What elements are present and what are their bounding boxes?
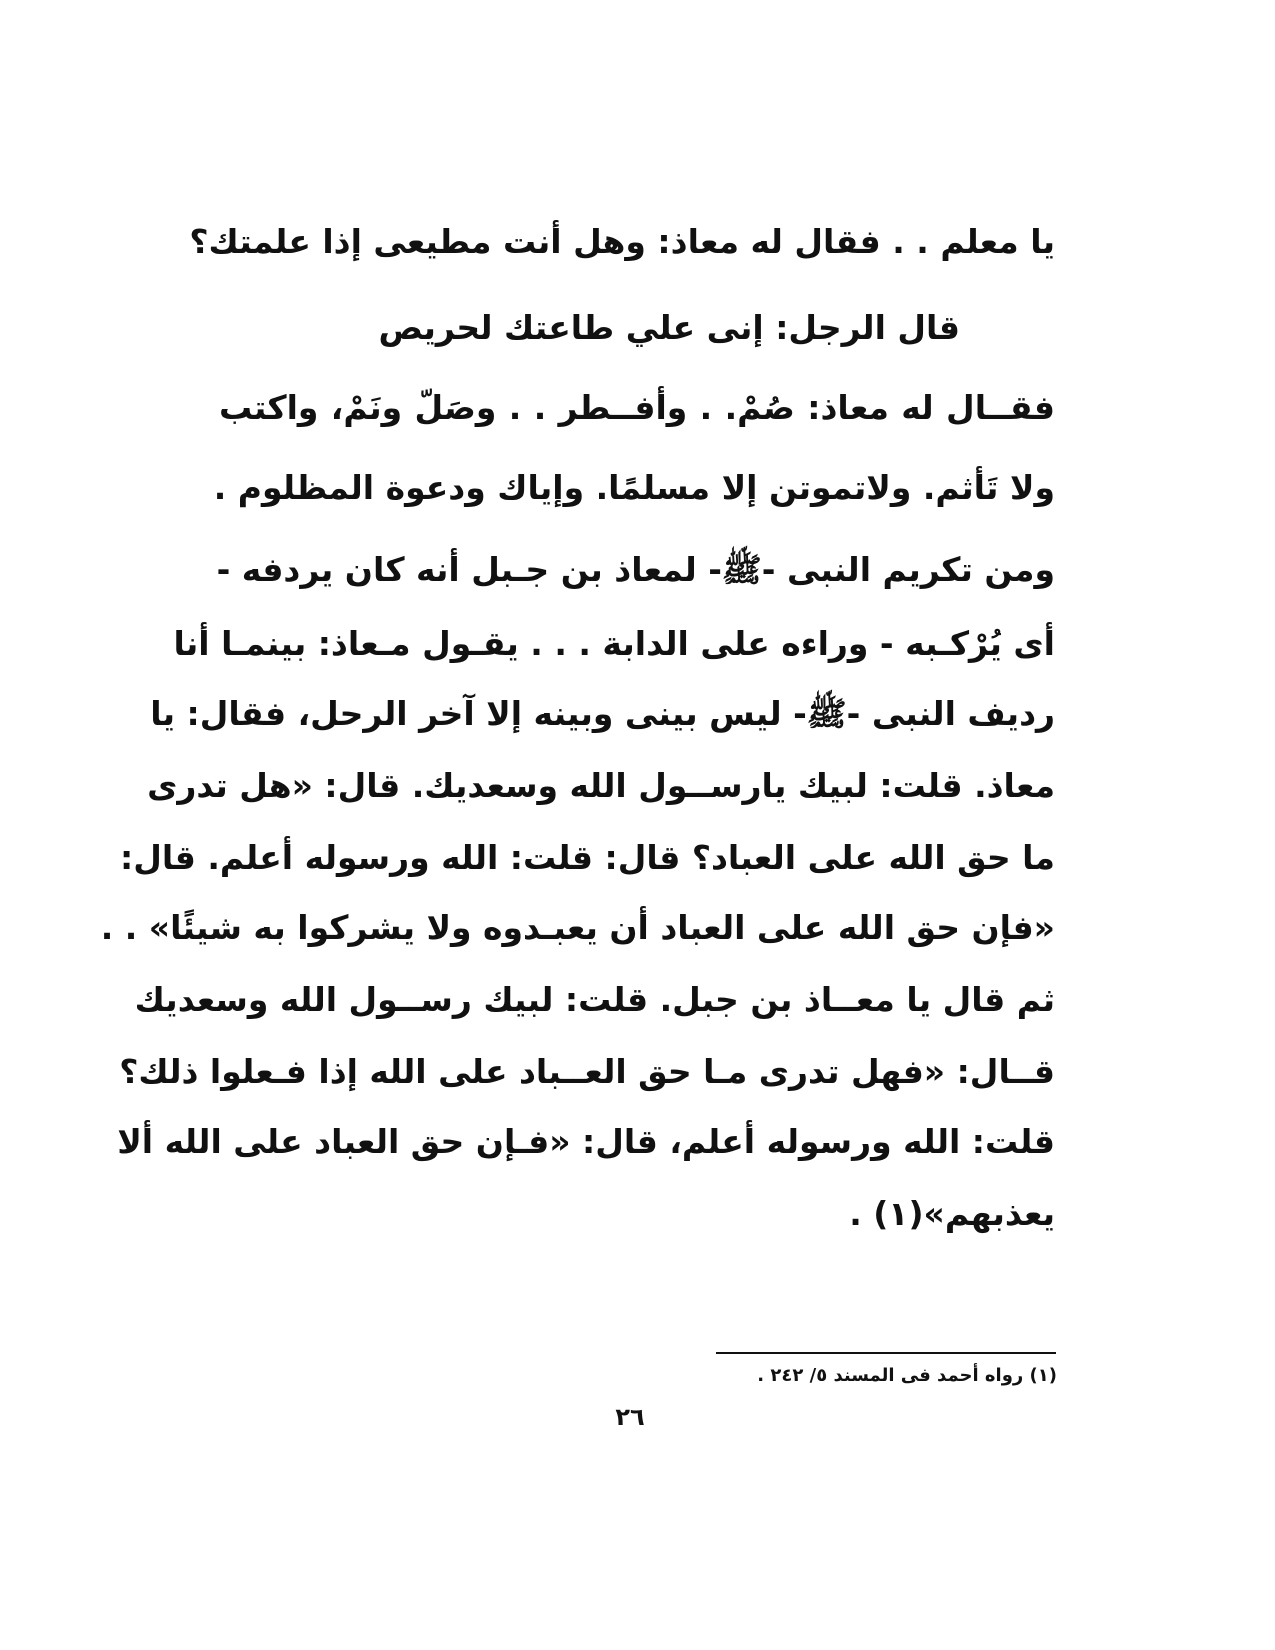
body-line-5: ومن تكريم النبى -ﷺ- لمعاذ بن جـبل أنه كان يردفه - xyxy=(216,550,1055,589)
body-line-2: قال الرجل: إنى علي طاعتك لحريص xyxy=(378,308,960,347)
body-line-3: فقــال له معاذ: صُمْ. . وأفــطر . . وصَلّ ونَمْ، واكتب xyxy=(219,388,1055,427)
footnote-divider xyxy=(716,1352,1056,1354)
body-line-10: «فإن حق الله على العباد أن يعبـدوه ولا يشركوا به شيئًا» . . xyxy=(100,908,1055,947)
body-line-9: ما حق الله على العباد؟ قال: قلت: الله ورسوله أعلم. قال: xyxy=(120,838,1055,877)
body-line-6: أى يُرْكـبه - وراءه على الدابة . . . يقـول مـعاذ: بينمـا أنا xyxy=(173,624,1055,663)
body-line-1: يا معلم . . فقال له معاذ: وهل أنت مطيعى إذا علمتك؟ xyxy=(189,222,1055,261)
body-line-13: قلت: الله ورسوله أعلم، قال: «فـإن حق العباد على الله ألا xyxy=(117,1122,1055,1161)
body-line-7: رديف النبى -ﷺ- ليس بينى وبينه إلا آخر الرحل، فقال: يا xyxy=(150,694,1055,733)
body-line-12: قــال: «فهل تدرى مـا حق العــباد على الله إذا فـعلوا ذلك؟ xyxy=(119,1052,1055,1091)
body-line-14: يعذبهم»(١) . xyxy=(849,1194,1055,1233)
body-line-8: معاذ. قلت: لبيك يارســول الله وسعديك. قال: «هل تدرى xyxy=(147,766,1055,805)
page-number: ٢٦ xyxy=(615,1403,645,1431)
body-line-11: ثم قال يا معــاذ بن جبل. قلت: لبيك رســول الله وسعديك xyxy=(134,980,1055,1019)
footnote: (١) رواه أحمد فى المسند ٥/ ٢٤٢ . xyxy=(757,1365,1057,1386)
body-line-4: ولا تَأثم. ولاتموتن إلا مسلمًا. وإياك ودعوة المظلوم . xyxy=(213,468,1055,507)
